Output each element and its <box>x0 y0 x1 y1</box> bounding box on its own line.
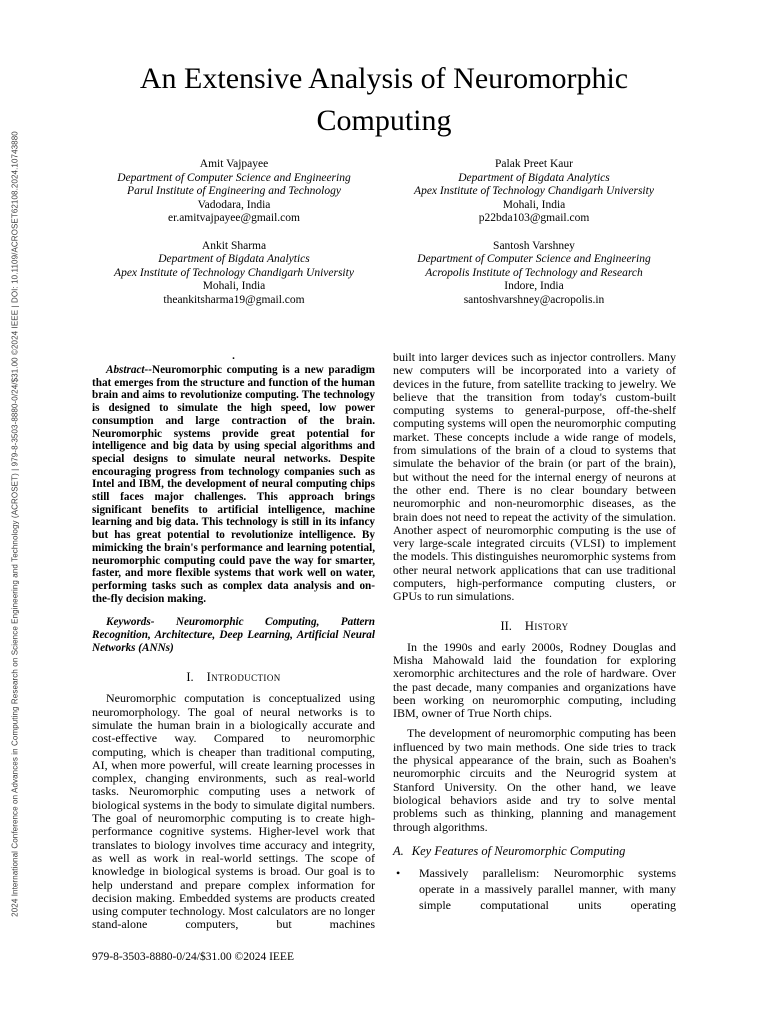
subsection-a-heading <box>393 844 676 859</box>
conference-sidebar-text: 2024 International Conference on Advances in Computing Research on Science Engineering and Technology (ACROSET) | 979-8-3503-8880-0/24/$31.00 ©2024 IEEE | DOI: 10.1109/ACROSET62108.2024.10743880 <box>10 131 20 917</box>
author-block <box>92 240 376 308</box>
author-name: Santosh Varshney <box>493 239 575 252</box>
author-institution: Acropolis Institute of Technology and Research <box>425 266 643 279</box>
author-name: Palak Preet Kaur <box>495 158 573 170</box>
abstract-paragraph <box>92 364 375 605</box>
author-name: Amit Vajpayee <box>199 158 269 170</box>
history-paragraph: In the 1990s and early 2000s, Rodney Douglas and Misha Mahowald laid the foundation for exploring xeromorphic architectures and the role of hardware. Over the past decade, many companies and organizations have been working on neuromorphic computing, including IBM, owner of True North chips. <box>393 639 676 721</box>
continuation-paragraph: built into larger devices such as injector controllers. Many new computers will be incorporated into a variety of devices in the future, from satellite tracking to jewelry. We believe that the transition from today's custom-built computing systems to general-purpose, off-the-shelf computing systems will open the neuromorphic computing market. These concepts include a wide range of models, from simulations of the brain of a cloud to systems that simulate the behavior of the brain (or part of the brain), but without the need for the internal energy of neurons at the other end. There is no clear boundary between neuromorphic and non-neuromorphic diseases, as the brain does not need to repeat the activity of the simulation. Another aspect of neuromorphic computing is the use of very large-scale integrated circuits (VLSI) to implement the models. This distinguishes neuromorphic systems from other neural network applications that can use traditional computers, high-performance computing clusters, or GPUs to run simulations. <box>393 350 676 604</box>
author-location: Mohali, India <box>202 280 266 292</box>
keywords-label: Keywords- <box>106 616 155 629</box>
author-name: Ankit Sharma <box>201 239 267 252</box>
author-department: Department of Computer Science and Engineering <box>417 253 651 265</box>
abstract-text: Neuromorphic computing is a new paradigm that emerges from the structure and function of the human brain and aims to revolutionize computing. The technology is designed to simulate the high speed, low power consumption and large contraction of the brain. Neuromorphic systems provide great potential for intelligence and big data by using special algorithms and special designs to simulate neural networks. Despite encouraging progress from technology companies such as Intel and IBM, the development of neural computing chips still faces major challenges. This approach brings significant benefits to artificial intelligence, machine learning and big data. This technology is still in its infancy but has great potential to revolutionize intelligence. By mimicking the brain's performance and learning potential, neuromorphic computing could pave the way for smarter, faster, and more flexible systems that work well on water, performing tasks such as complex data analysis and on-the-fly decision making. <box>92 364 375 605</box>
author-department: Department of Computer Science and Engineering <box>117 171 351 184</box>
bullet-item <box>393 865 676 913</box>
copyright-footer: 979-8-3503-8880-0/24/$31.00 ©2024 IEEE <box>92 951 294 963</box>
author-institution: Apex Institute of Technology Chandigarh University <box>414 185 654 197</box>
left-column <box>92 351 375 932</box>
author-email: p22bda103@gmail.com <box>478 212 590 224</box>
section-heading-history <box>393 619 676 634</box>
two-column-body <box>92 351 676 932</box>
paper-page <box>92 0 676 932</box>
section-heading-introduction <box>92 670 375 685</box>
right-column <box>393 351 676 932</box>
author-block <box>92 158 376 226</box>
author-location: Mohali, India <box>502 198 566 211</box>
section-numeral: II. <box>500 618 512 633</box>
author-location: Vadodara, India <box>197 198 271 211</box>
author-institution: Parul Institute of Engineering and Technology <box>127 185 341 197</box>
section-title: History <box>524 618 569 633</box>
history-paragraph: The development of neuromorphic computing has been influenced by two main methods. One side tries to track the physical appearance of the brain, such as Boahen's neuromorphic circuits and the Neurogrid system at Stanford University. On the other hand, we leave biological behaviors aside and try to solve mental problems such as thinking, planning and management through algorithms. <box>393 726 676 834</box>
bullet-text: Massively parallelism: Neuromorphic systems operate in a massively parallel manner, with many simple computational units operating <box>419 865 676 912</box>
subsection-title: Key Features of Neuromorphic Computing <box>411 843 626 858</box>
author-institution: Apex Institute of Technology Chandigarh University <box>114 266 354 279</box>
author-block <box>392 158 676 226</box>
bullet-marker: • <box>396 865 401 880</box>
author-block <box>392 240 676 308</box>
subsection-label: A. <box>393 843 404 858</box>
author-department: Department of Bigdata Analytics <box>458 171 610 184</box>
author-email: santoshvarshney@acropolis.in <box>463 293 605 306</box>
section-title: Introduction <box>206 670 281 685</box>
paper-title: An Extensive Analysis of Neuromorphic Computing <box>139 62 629 137</box>
author-location: Indore, India <box>504 280 564 292</box>
author-email: er.amitvajpayee@gmail.com <box>168 212 300 224</box>
stray-mark: . <box>232 350 235 362</box>
author-department: Department of Bigdata Analytics <box>158 253 310 265</box>
keywords-paragraph <box>92 616 375 655</box>
introduction-paragraph: Neuromorphic computation is conceptualized using neuromorphology. The goal of neural networks is to simulate the human brain in a biologically accurate and cost-effective way. Compared to neuromorphic computing, which is cheaper than traditional computing, AI, when more powerful, will create learning processes in complex, changing environments, such as real-world tasks. Neuromorphic computing uses a network of biological systems in the body to simulate digital numbers. The goal of neuromorphic computing is to create high-performance cognitive systems. Higher-level work that translates to biology involves time accuracy and integrity, as well as work in real-world settings. The scope of knowledge in biological systems is broad. Our goal is to help understand and prepare complex information for decision making. Embedded systems are products created using computer technology. Most calculators are no longer stand-alone computers, but machines <box>92 691 375 932</box>
author-block-grid <box>92 158 676 307</box>
section-numeral: I. <box>186 670 194 685</box>
abstract-label: Abstract-- <box>106 364 152 376</box>
author-email: theankitsharma19@gmail.com <box>163 293 305 306</box>
keywords-text: Neuromorphic Computing, Pattern Recognition, Architecture, Deep Learning, Artificial Neural Networks (ANNs) <box>92 616 375 655</box>
